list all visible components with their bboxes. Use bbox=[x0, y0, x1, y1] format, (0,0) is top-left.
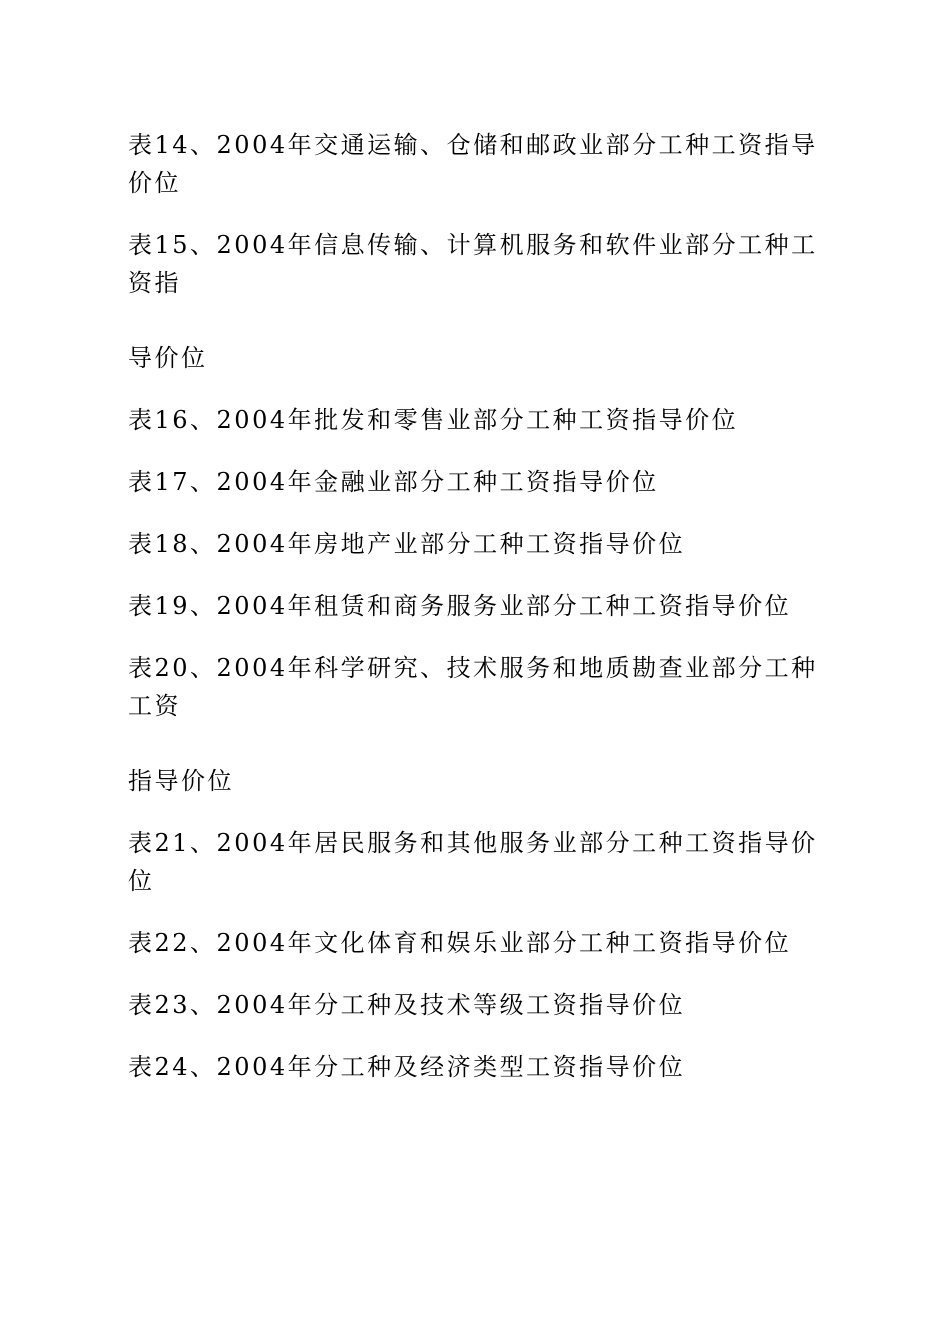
list-item-table-23 bbox=[128, 986, 840, 1024]
list-item-table-15 bbox=[128, 226, 840, 377]
list-item-table-21 bbox=[128, 824, 840, 900]
entry-text: 表21、2004年居民服务和其他服务业部分工种工资指导价位 bbox=[128, 829, 818, 895]
entry-text: 表24、2004年分工种及经济类型工资指导价位 bbox=[128, 1053, 686, 1081]
entry-text: 表22、2004年文化体育和娱乐业部分工种工资指导价位 bbox=[128, 929, 792, 957]
list-item-table-18 bbox=[128, 525, 840, 563]
list-item-table-24 bbox=[128, 1048, 840, 1086]
entry-text: 表16、2004年批发和零售业部分工种工资指导价位 bbox=[128, 406, 739, 434]
table-list bbox=[128, 126, 840, 1110]
list-item-table-19 bbox=[128, 587, 840, 625]
entry-text-continuation: 导价位 bbox=[128, 344, 208, 372]
entry-text: 表18、2004年房地产业部分工种工资指导价位 bbox=[128, 530, 686, 558]
entry-text: 表17、2004年金融业部分工种工资指导价位 bbox=[128, 468, 659, 496]
list-item-table-17 bbox=[128, 463, 840, 501]
entry-text: 表19、2004年租赁和商务服务业部分工种工资指导价位 bbox=[128, 592, 792, 620]
list-item-table-16 bbox=[128, 401, 840, 439]
list-item-table-20 bbox=[128, 649, 840, 800]
entry-text: 表23、2004年分工种及技术等级工资指导价位 bbox=[128, 991, 686, 1019]
entry-text: 表14、2004年交通运输、仓储和邮政业部分工种工资指导价位 bbox=[128, 131, 818, 197]
entry-text-continuation: 指导价位 bbox=[128, 767, 234, 795]
entry-text: 表20、2004年科学研究、技术服务和地质勘查业部分工种工资 bbox=[128, 654, 818, 720]
entry-text: 表15、2004年信息传输、计算机服务和软件业部分工种工资指 bbox=[128, 231, 818, 297]
list-item-table-14 bbox=[128, 126, 840, 202]
list-item-table-22 bbox=[128, 924, 840, 962]
